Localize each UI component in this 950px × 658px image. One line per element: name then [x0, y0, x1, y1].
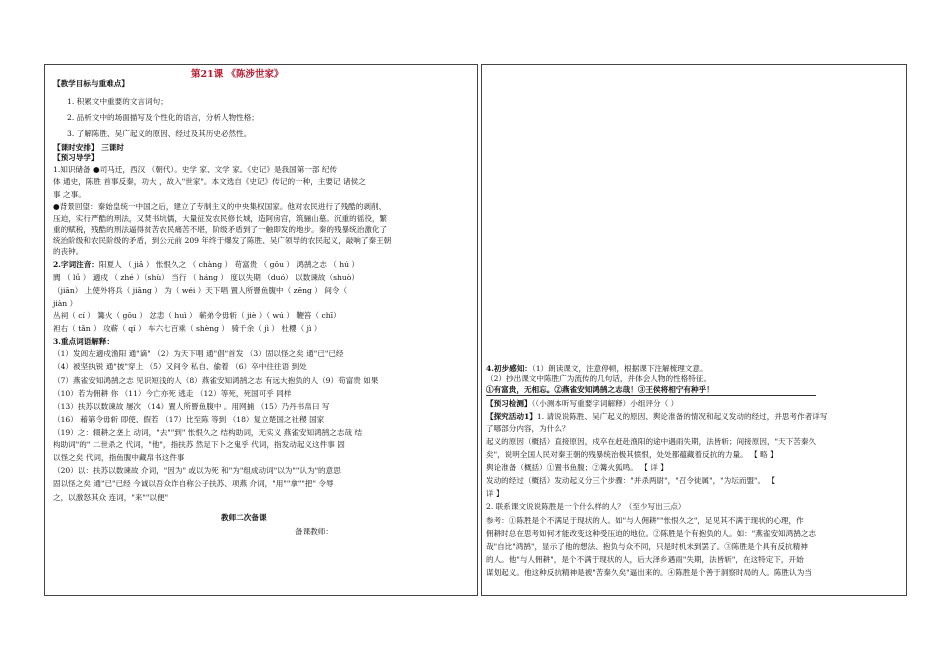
right-page-content	[482, 65, 906, 595]
left-text-line: （20）以：扶苏以数谏故 介词，"因为" 或以为死 和"为"组成动词"以为""认为"的意思	[53, 466, 341, 475]
right-text-line: ①有富贵，无相忘。②燕雀安知鸿鹄之志哉！③王侯将相宁有种乎！	[486, 385, 714, 394]
left-page	[44, 64, 478, 596]
left-text-line: 丛祠（ cí ） 篝火（ gōu ） 忿恚（ huì ） 蕲弟令毋斩（ jiè ）（ wú ） 鞭笞（ chī）	[53, 311, 341, 320]
left-text-line: 固以怪之矣 通"已"已经 今诚以吾众诈自称公子扶苏、项燕 介词，"用""拿""把" 令辱	[53, 479, 334, 488]
right-text-line: 的人。他"与人佣耕"，是个不满于现状的人，后大泽乡遇雨"失期，法皆斩"，在这特定下，开始	[486, 555, 804, 564]
left-text-line: 1.知识储备 ●司马迁，西汉 （朝代）。史学 家、文学 家。《史记》是我国第一部 纪传	[53, 165, 338, 174]
right-text-line: 谋划起义。他这种反抗精神是被"苦秦久矣"逼出来的。④陈胜是个善于洞察时局的人。陈胜认为当	[486, 568, 812, 577]
left-text-line: 体 通史，陈胜 首事反秦，功大 ，故入"世家"。本文选自《史记》传记的一种，主要记 诸侯之	[53, 177, 366, 186]
left-text-line: ●背景回望：秦始皇统一中国之后，建立了专制主义的中央集权国家。他对农民进行了残酷的剥削、	[53, 202, 387, 211]
left-text-line: 【预习导学】	[53, 153, 99, 162]
left-text-line: 的丧钟。	[53, 247, 84, 256]
left-text-line: （19）之：辍耕之垄上 动词，"去""到" 怅恨久之 结构助词，无实义 燕雀安知鸿鹄之志哉 结	[53, 428, 363, 437]
right-text-line: 了哪部分内容，为什么？	[486, 424, 570, 433]
left-text-line: 构助词"的" 二世杀之 代词，"他"，指扶苏 然足下卜之鬼乎 代词，指发动起义这件事 固	[53, 440, 345, 449]
left-text-line: 袒右（ tǎn ） 攻蕲（ qí ） 车六七百乘（ shèng ） 骑千余（ jì ） 杜櫻（ jì ）	[53, 324, 322, 333]
teacher-prep-title: 教师二次备课	[221, 513, 267, 522]
left-text-line: 事 之事。	[53, 190, 86, 199]
left-text-line: （16） 藉第令毋斩 即使、假若 （17）比至陈 等到 （18）复立楚国之社稷 国家	[53, 415, 325, 424]
left-text-line: （4）被坚执锐 通"披"穿上 （5）又间令 私自、偷着 （6）卒中往往语 到处	[53, 362, 307, 371]
left-text-line: 统治阶级和农民阶级的矛盾，到公元前 209 年终于爆发了陈胜、吴广领导的农民起义，敲响了秦王朝	[53, 236, 392, 245]
separator-line	[486, 395, 816, 396]
right-text-line: 哉"自比"鸿鹄"，显示了他的想法、抱负与众不同，只是时机未到罢了。③陈胜是个具有反抗精神	[486, 542, 808, 551]
left-text-line: 重的赋税，残酷的刑法逼得贫苦农民痛苦不堪，阶级矛盾到了一触即发的地步。秦的残暴统治激化了	[53, 225, 388, 234]
teacher-prep-sub: 备课教师：	[295, 527, 333, 536]
left-text-line: 1. 积累文中重要的文言词句；	[67, 97, 168, 106]
left-text-line: 3.重点词语解释：	[53, 337, 115, 346]
left-text-line: 压迫，实行严酷的刑法，又焚书坑儒，大量征发农民修长城，造阿房宫，筑骊山墓。沉重的徭役，繁	[53, 214, 388, 223]
right-text-line: 矣"，说明全国人民对秦王朝的残暴统治极其愤恨，处处都蕴藏着反抗的力量。 【 略 】	[486, 450, 778, 459]
left-text-line: 閭 （ lǘ ） 適戍 （ zhé ）（shù） 当行 （ háng ） 度以失期 （duó） 以数谏故（shuò）	[53, 273, 359, 282]
left-text-line: 之，以激怒其众 连词，"来""以便"	[53, 493, 169, 502]
left-text-line: 3. 了解陈胜、吴广起义的原因、经过及其历史必然性。	[67, 129, 252, 138]
left-text-line: （10）若为佣耕 你 （11）今亡亦死 逃走 （12）等死，死国可乎 同样	[53, 389, 292, 398]
right-text-line: 发动的经过（概括）发动起义分三个步骤："并杀两尉"，"召令徒属"，"为坛而盟"。 【	[486, 476, 776, 485]
right-text-line: 舆论准备（概括）①置书鱼腹；②篝火狐鸣。 【 详 】	[486, 463, 668, 472]
right-text-line: 2. 联系课文说说陈胜是一个什么样的人？（至少写出三点）	[486, 502, 686, 511]
right-text-line: 佣耕时总在思考如何才能改变这种受压迫的地位。②陈胜是个有抱负的人。如："燕雀安知鸿鹄之志	[486, 529, 817, 538]
left-text-line: 2. 品析文中的场面描写及个性化的语言，分析人物性格；	[67, 113, 259, 122]
right-page	[481, 64, 907, 596]
right-text-line: （2）抄出课文中陈胜广为流传的几句话，并体会人物的性格特征。	[486, 374, 712, 383]
left-text-line: 2.字词注音：阳夏人 （ jiǎ ） 怅恨久之 （ chàng ） 苟富贵 （ gǒu ） 鸿鹄之志 （ hú ）	[53, 260, 360, 269]
left-text-line: （13）扶苏以数谏故 屡次 （14）置人所罾鱼腹中 。用网捕 （15）乃丹书帛曰 写	[53, 402, 330, 411]
left-text-line: （1）发闾左適戍渔阳 通"谪" （2）为天下唱 通"倡"首发 （3）固以怪之矣 通"已"已经	[53, 349, 344, 358]
right-text-line: 起义的原因（概括）直接原因，戍卒在赶赴渔阳的途中遇雨失期，法皆斩；间接原因，"天下苦秦久	[486, 437, 817, 446]
left-text-line: （jiān） 上使外将兵（ jiāng ） 为（ wéi ）天下唱 置人所罾鱼腹中（ zēng ） 间令（	[53, 286, 348, 295]
right-text-line: 详 】	[486, 489, 504, 498]
left-page-content	[45, 65, 477, 595]
left-text-line: 【教学目标与重难点】	[53, 79, 129, 88]
right-text-line: 4.初步感知：（1）朗读课文，注意停顿，根据课下注解梳理文意。	[486, 364, 708, 373]
left-text-line: （7）燕雀安知鸿鹄之志 见识短浅的人（8）燕雀安知鸿鹄之志 有远大抱负的人（9）苟富贵 如果	[53, 376, 379, 385]
left-text-line: 【课时安排】 三课时	[53, 143, 124, 152]
right-text-line: 【探究活动1】1. 请说说陈胜、吴广起义的原因、舆论准备的情况和起义发动的经过，并思考作者详写	[486, 412, 828, 421]
left-text-line: 以怪之矣 代词，指鱼腹中藏帛书这件事	[53, 453, 185, 462]
right-text-line: 【预习检测】（（小测本听写重要字词解释）小组评分（ ）	[486, 399, 679, 408]
left-text-line: jiàn ）	[53, 299, 78, 308]
right-text-line: 参考：①陈胜是个不满足于现状的人。如"与人佣耕""怅恨久之"，足见其不满于现状的心理，作	[486, 516, 804, 525]
lesson-title: 第21课 《陈涉世家》	[191, 69, 284, 80]
